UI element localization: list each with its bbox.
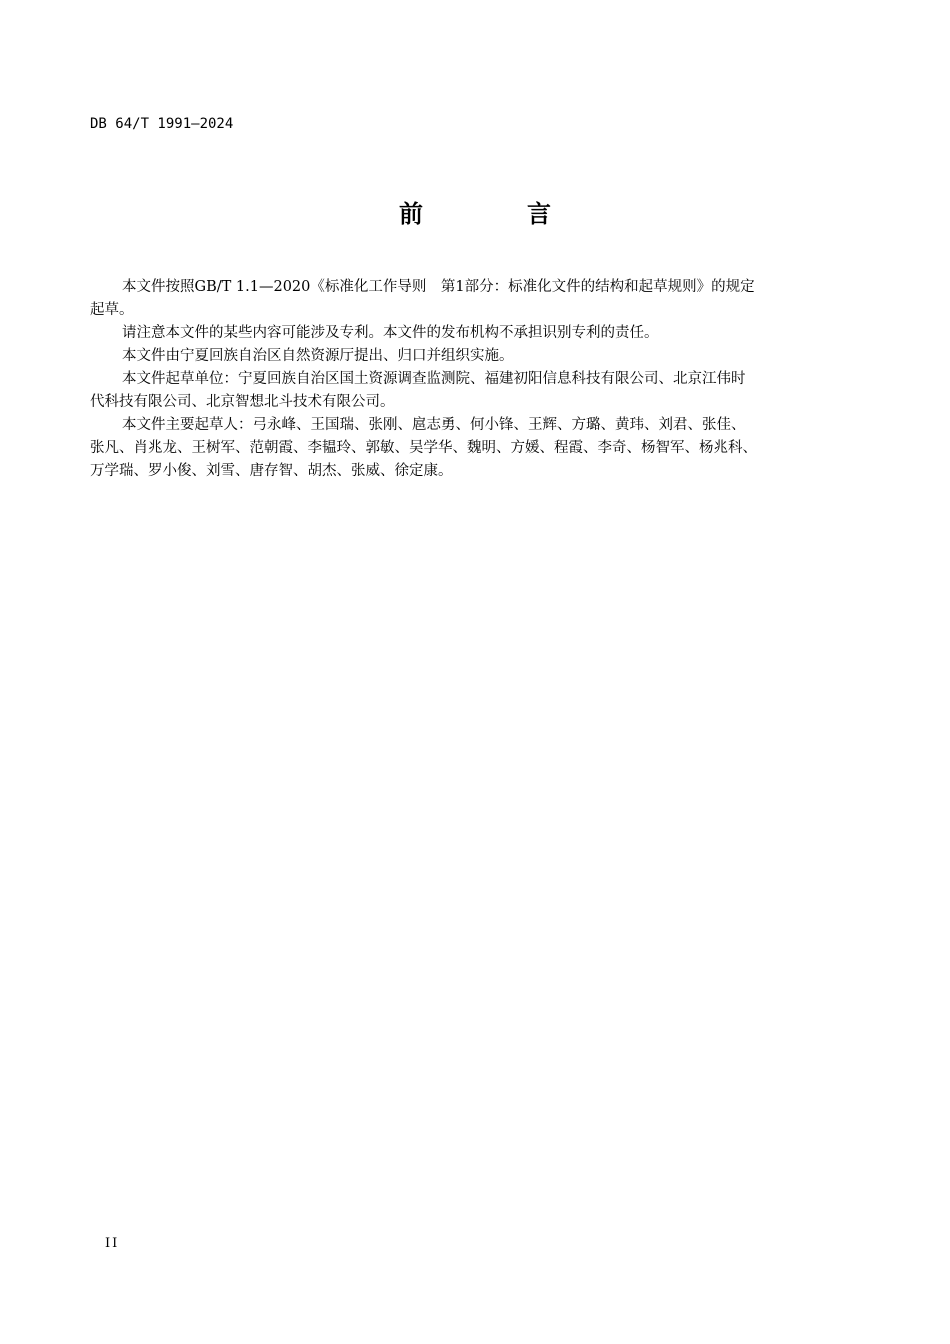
paragraph-line: 本文件按照GB/T 1.1—2020《标准化工作导则 第1部分：标准化文件的结构和起草规则》的规定 [122, 279, 755, 295]
paragraph-patent-notice [90, 322, 850, 345]
page-title: 前 言 [399, 200, 591, 228]
page-number: II [105, 1236, 120, 1251]
paragraph-line: 起草。 [90, 302, 134, 318]
paragraph-line: 本文件主要起草人：弓永峰、王国瑞、张刚、扈志勇、何小锋、王辉、方璐、黄玮、刘君、张佳、 [122, 417, 746, 433]
paragraph-proposer [90, 345, 850, 368]
paragraph-drafters [90, 414, 850, 483]
paragraph-line: 万学瑞、罗小俊、刘雪、唐存智、胡杰、张威、徐定康。 [90, 463, 453, 479]
paragraph-line: 张凡、肖兆龙、王树军、范朝霞、李韫玲、郭敏、吴学华、魏明、方媛、程霞、李奇、杨智军、杨兆科、 [90, 440, 757, 456]
paragraph-line: 请注意本文件的某些内容可能涉及专利。本文件的发布机构不承担识别专利的责任。 [122, 325, 659, 341]
paragraph-line: 本文件由宁夏回族自治区自然资源厅提出、归口并组织实施。 [122, 348, 514, 364]
foreword-body [90, 276, 850, 483]
paragraph-line: 代科技有限公司、北京智想北斗技术有限公司。 [90, 394, 395, 410]
paragraph-line: 本文件起草单位：宁夏回族自治区国土资源调查监测院、福建初阳信息科技有限公司、北京江伟时 [122, 371, 746, 387]
paragraph-drafting-units [90, 368, 850, 414]
document-code: DB 64/T 1991—2024 [90, 116, 234, 132]
paragraph-drafting-rules [90, 276, 850, 322]
